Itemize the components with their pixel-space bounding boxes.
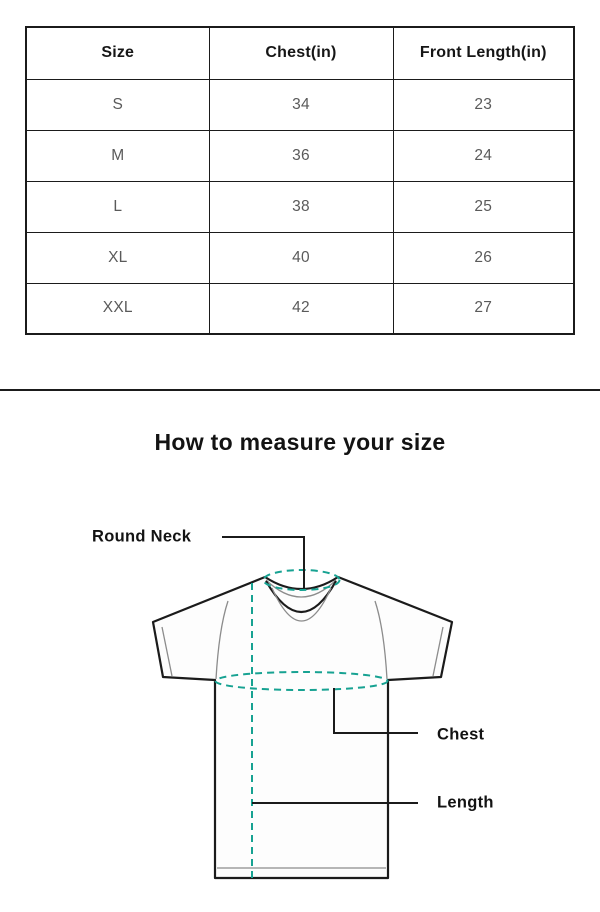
column-header-size: Size — [26, 27, 209, 79]
length-label: Length — [437, 793, 494, 812]
table-row — [26, 130, 574, 181]
size-chart-header-row — [26, 27, 574, 79]
chest-cell: 40 — [209, 232, 393, 283]
front-length-cell: 27 — [393, 283, 574, 334]
section-divider — [0, 389, 600, 391]
table-row — [26, 79, 574, 130]
round-neck-label: Round Neck — [92, 527, 192, 546]
front-length-cell: 26 — [393, 232, 574, 283]
size-cell: M — [26, 130, 209, 181]
chest-cell: 38 — [209, 181, 393, 232]
table-row — [26, 232, 574, 283]
tshirt-outline — [153, 577, 452, 878]
table-row — [26, 283, 574, 334]
column-header-chest: Chest(in) — [209, 27, 393, 79]
tshirt-measure-diagram — [0, 500, 600, 912]
size-chart-table — [25, 26, 575, 335]
column-header-front-length: Front Length(in) — [393, 27, 574, 79]
front-length-cell: 25 — [393, 181, 574, 232]
front-length-cell: 23 — [393, 79, 574, 130]
measure-section-title: How to measure your size — [154, 429, 446, 455]
chest-cell: 34 — [209, 79, 393, 130]
chest-label: Chest — [437, 725, 485, 744]
front-length-cell: 24 — [393, 130, 574, 181]
table-row — [26, 181, 574, 232]
tshirt-diagram-svg — [0, 500, 600, 912]
chest-cell: 42 — [209, 283, 393, 334]
size-cell: L — [26, 181, 209, 232]
size-cell: XL — [26, 232, 209, 283]
size-cell: S — [26, 79, 209, 130]
chest-cell: 36 — [209, 130, 393, 181]
size-cell: XXL — [26, 283, 209, 334]
